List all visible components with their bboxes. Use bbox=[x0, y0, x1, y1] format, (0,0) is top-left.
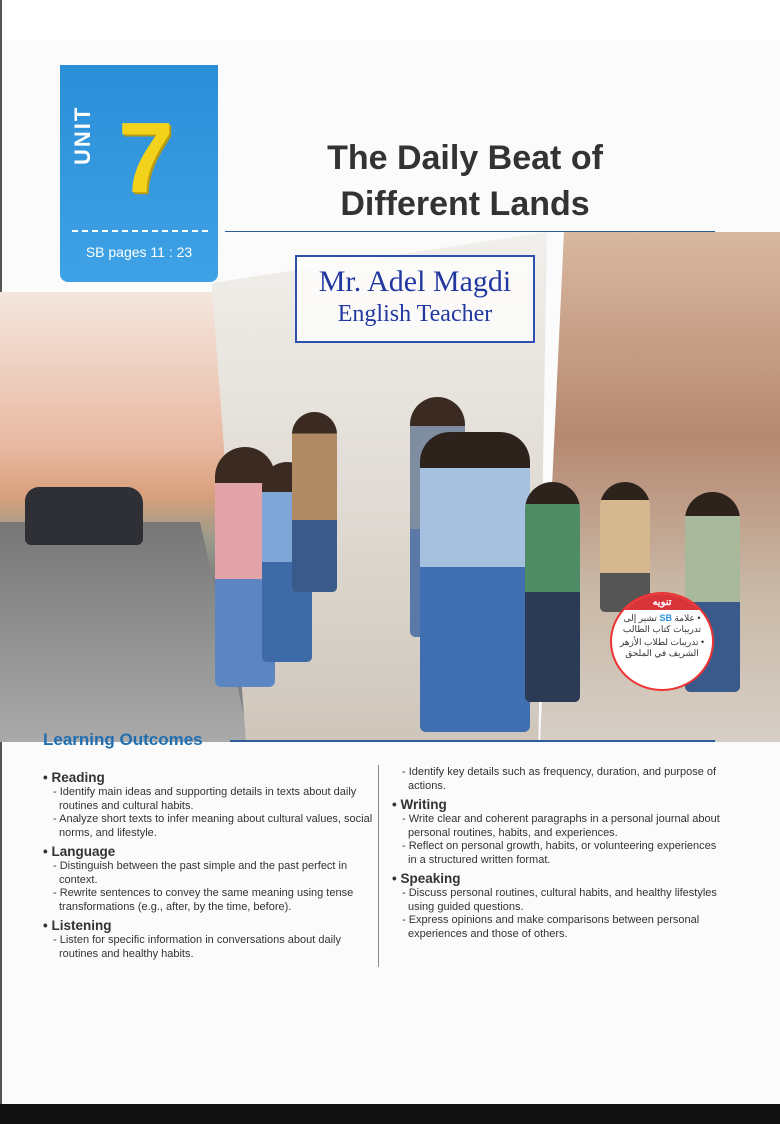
outcome-item: - Distinguish between the past simple and the past perfect in context. bbox=[53, 860, 348, 886]
stamp-name: Mr. Adel Magdi bbox=[318, 265, 512, 298]
pedestrian bbox=[600, 482, 650, 612]
column-divider bbox=[378, 765, 379, 967]
outcome-item: - Rewrite sentences to convey the same meaning using tense transformations (e.g., after, by the time, before). bbox=[53, 887, 354, 913]
notice-header: تنويه bbox=[612, 594, 712, 610]
section-speaking: • Speaking bbox=[392, 871, 461, 886]
outcome-item: - Analyze short texts to infer meaning about cultural values, social norms, and lifestyle. bbox=[53, 813, 373, 839]
outcomes-left-column bbox=[43, 766, 373, 961]
notice-line-2: • تدريبات لطلاب الأزهر الشريف في الملحق bbox=[619, 637, 705, 658]
pedestrian bbox=[525, 482, 580, 702]
page-title bbox=[250, 135, 680, 227]
teacher-stamp bbox=[295, 255, 535, 343]
notice-text: • علامة bbox=[674, 613, 701, 623]
title-line-1: The Daily Beat of bbox=[327, 139, 603, 177]
stamp-role: English Teacher bbox=[337, 301, 493, 327]
notice-badge bbox=[610, 592, 714, 691]
outcome-item: - Write clear and coherent paragraphs in a personal journal about personal routines, habits, and experiences. bbox=[402, 813, 720, 839]
notice-text: تشير إلى تدريبات كتاب الطالب bbox=[622, 613, 702, 634]
outcome-item: - Reflect on personal growth, habits, or volunteering experiences in a structured written format. bbox=[402, 840, 717, 866]
sb-pages: SB pages 11 : 23 bbox=[85, 244, 193, 260]
section-reading: • Reading bbox=[43, 770, 105, 785]
outcome-item: - Listen for specific information in conversations about daily routines and healthy habits. bbox=[53, 934, 341, 960]
sb-mark: SB bbox=[659, 613, 672, 623]
learning-outcomes-heading: Learning Outcomes bbox=[43, 730, 203, 749]
passenger bbox=[420, 432, 530, 732]
notice-line-1 bbox=[612, 610, 712, 635]
unit-number: 7 bbox=[118, 102, 174, 214]
car bbox=[25, 487, 143, 545]
passenger bbox=[292, 412, 337, 592]
unit-label: UNIT bbox=[70, 105, 95, 165]
outcome-item: - Identify main ideas and supporting details in texts about daily routines and cultural habits. bbox=[53, 786, 357, 812]
learning-outcomes-rule bbox=[230, 740, 715, 742]
outcome-item: - Identify key details such as frequency, duration, and purpose of actions. bbox=[402, 766, 717, 792]
outcomes-right-column bbox=[392, 766, 722, 941]
bottom-bar bbox=[0, 1104, 780, 1124]
outcome-item: - Discuss personal routines, cultural habits, and healthy lifestyles using guided questions. bbox=[402, 887, 717, 913]
section-listening: • Listening bbox=[43, 918, 112, 933]
section-language: • Language bbox=[43, 844, 116, 859]
outcome-item: - Express opinions and make comparisons between personal experiences and those of others. bbox=[402, 914, 700, 940]
section-writing: • Writing bbox=[392, 797, 447, 812]
title-line-2: Different Lands bbox=[340, 185, 590, 223]
